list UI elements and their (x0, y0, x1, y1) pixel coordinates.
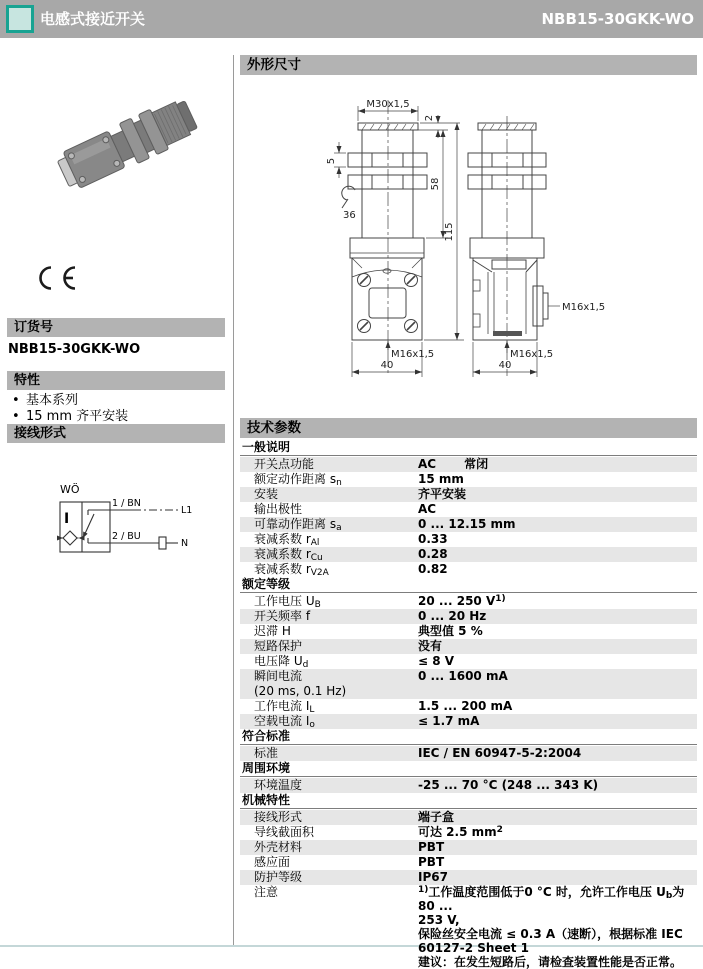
spec-value: ≤ 1.7 mA (418, 714, 480, 728)
spec-label: 标准 (254, 746, 279, 760)
dim-m16-bottom-right-label: M16x1,5 (510, 349, 554, 360)
spec-label: 衰减系数 $r_{Cu}$ (254, 547, 323, 563)
spec-row (240, 810, 697, 825)
spec-section-title: 额定等级 (240, 577, 697, 593)
header-part-number: NBB15-30GKK-WO (541, 10, 694, 28)
spec-value: 齐平安装 (418, 487, 467, 501)
spec-section-title: 周围环境 (240, 761, 697, 777)
features-section-header: 特性 (7, 371, 225, 390)
spec-label: 注意 (254, 885, 279, 899)
spec-row (240, 609, 697, 624)
spec-value: 20 ... 250 $V^{1)}$ (418, 594, 506, 608)
feature-item: • 15 mm 齐平安装 (12, 409, 129, 424)
spec-row (240, 594, 697, 609)
feature-item: • 基本系列 (12, 393, 79, 408)
dimension-drawing (242, 80, 702, 410)
spec-label: 接线形式 (254, 810, 303, 824)
spec-label: 衰减系数 $r_{V2A}$ (254, 562, 329, 578)
spec-value: 没有 (418, 639, 443, 653)
spec-row (240, 870, 697, 885)
spec-row (240, 669, 697, 699)
spec-label: 工作电流 $I_L$ (254, 699, 315, 715)
dim-total-label: 115 (444, 222, 455, 242)
spec-value: AC (418, 502, 437, 516)
spec-value: 0 ... 20 Hz (418, 609, 487, 623)
spec-value: $^{1)}$工作温度范围低于0 °C 时，允许工作电压 $U_b$为 80 ... 253 V, 保险丝安全电流 ≤ 0.3 A（速断），根据标准 IEC 60127-2 Sheet 1 建议：在发生短路后，请检查装置性能是否正常。 (418, 885, 685, 969)
wiring-variant-label: WÖ (60, 483, 80, 496)
spec-row (240, 472, 697, 487)
dim-cap-label: 2 (424, 114, 435, 122)
line1-label: L1 (181, 505, 193, 516)
spec-row (240, 840, 697, 855)
ce-mark-icon (32, 262, 82, 294)
spec-row (240, 699, 697, 714)
spec-label: 瞬间电流 (20 ms, 0.1 Hz) (254, 669, 347, 698)
column-divider (233, 55, 234, 946)
spec-row (240, 714, 697, 729)
page-title: 电感式接近开关 (40, 10, 146, 28)
spec-value: 1.5 ... 200 mA (418, 699, 513, 713)
order-section-header: 订货号 (7, 318, 225, 337)
spec-label: 工作电压 $U_B$ (254, 594, 321, 610)
dim-wrench-label: 36 (343, 210, 356, 221)
spec-table (240, 440, 697, 969)
spec-row (240, 562, 697, 577)
spec-label: 感应面 (254, 855, 291, 869)
spec-label: 输出极性 (254, 502, 303, 516)
spec-label: 可靠动作距离 $s_a$ (254, 517, 342, 533)
spec-label: 导线截面积 (254, 825, 315, 839)
dimensions-section-header: 外形尺寸 (240, 55, 697, 75)
dim-thread-label: M30x1,5 (366, 99, 410, 110)
spec-row (240, 502, 697, 517)
spec-row (240, 746, 697, 761)
spec-label: 环境温度 (254, 778, 303, 792)
spec-label: 短路保护 (254, 639, 303, 653)
dim-m16-bottom-left-label: M16x1,5 (391, 349, 435, 360)
spec-value: AC 常闭 (418, 457, 489, 471)
wiring-diagram (28, 470, 228, 580)
spec-value: 0 ... 1600 mA (418, 669, 508, 683)
product-photo (40, 85, 210, 195)
spec-value: ≤ 8 V (418, 654, 455, 668)
spec-label: 外壳材料 (254, 840, 303, 854)
spec-row (240, 517, 697, 532)
dim-barrel-label: 58 (430, 177, 441, 191)
spec-section-title: 机械特性 (240, 793, 697, 809)
spec-section-title: 符合标准 (240, 729, 697, 745)
spec-row (240, 654, 697, 669)
spec-value: 0 ... 12.15 mm (418, 517, 516, 531)
spec-row (240, 825, 697, 840)
connection-section-header: 接线形式 (7, 424, 225, 443)
spec-label: 衰减系数 $r_{Al}$ (254, 532, 320, 548)
spec-value: 可达 2.5 $mm^2$ (418, 825, 503, 839)
features-list (10, 393, 225, 425)
page-header (0, 0, 703, 38)
dim-m16-side-label: M16x1,5 (562, 302, 606, 313)
specs-section-header: 技术参数 (240, 418, 697, 438)
spec-label: 开关点功能 (254, 457, 315, 471)
spec-label: 开关频率 f (254, 609, 311, 623)
spec-value: 典型值 5 % (418, 624, 483, 638)
order-part-number: NBB15-30GKK-WO (8, 342, 141, 357)
spec-row (240, 547, 697, 562)
spec-value: 端子盒 (418, 810, 455, 824)
spec-value: PBT (418, 840, 445, 854)
spec-value: IP67 (418, 870, 448, 884)
spec-row (240, 487, 697, 502)
spec-label: 空载电流 $I_o$ (254, 714, 315, 730)
spec-value: 0.28 (418, 547, 448, 561)
terminal2-label: 2 / BU (112, 531, 141, 542)
dim-width-right-label: 40 (498, 360, 512, 371)
spec-row (240, 457, 697, 472)
spec-value: PBT (418, 855, 445, 869)
spec-section-title: 一般说明 (240, 440, 697, 456)
spec-value: IEC / EN 60947-5-2:2004 (418, 746, 582, 760)
terminal1-label: 1 / BN (112, 498, 141, 509)
spec-label: 迟滞 H (254, 624, 291, 638)
spec-row (240, 624, 697, 639)
spec-row (240, 639, 697, 654)
spec-label: 额定动作距离 $s_n$ (254, 472, 342, 488)
inductive-I-symbol: I (64, 511, 70, 527)
dim-nut-label: 5 (326, 157, 337, 165)
spec-value: 0.33 (418, 532, 448, 546)
spec-row (240, 855, 697, 870)
spec-row (240, 778, 697, 793)
spec-value: -25 ... 70 °C (248 ... 343 K) (418, 778, 599, 792)
spec-label: 防护等级 (254, 870, 303, 884)
spec-value: 15 mm (418, 472, 464, 486)
spec-row (240, 532, 697, 547)
spec-value: 0.82 (418, 562, 448, 576)
dim-width-left-label: 40 (380, 360, 394, 371)
spec-label: 安装 (254, 487, 279, 501)
brand-square-icon (6, 5, 34, 33)
spec-label: 电压降 $U_d$ (254, 654, 309, 670)
line2-label: N (181, 538, 189, 549)
spec-row (240, 885, 697, 969)
